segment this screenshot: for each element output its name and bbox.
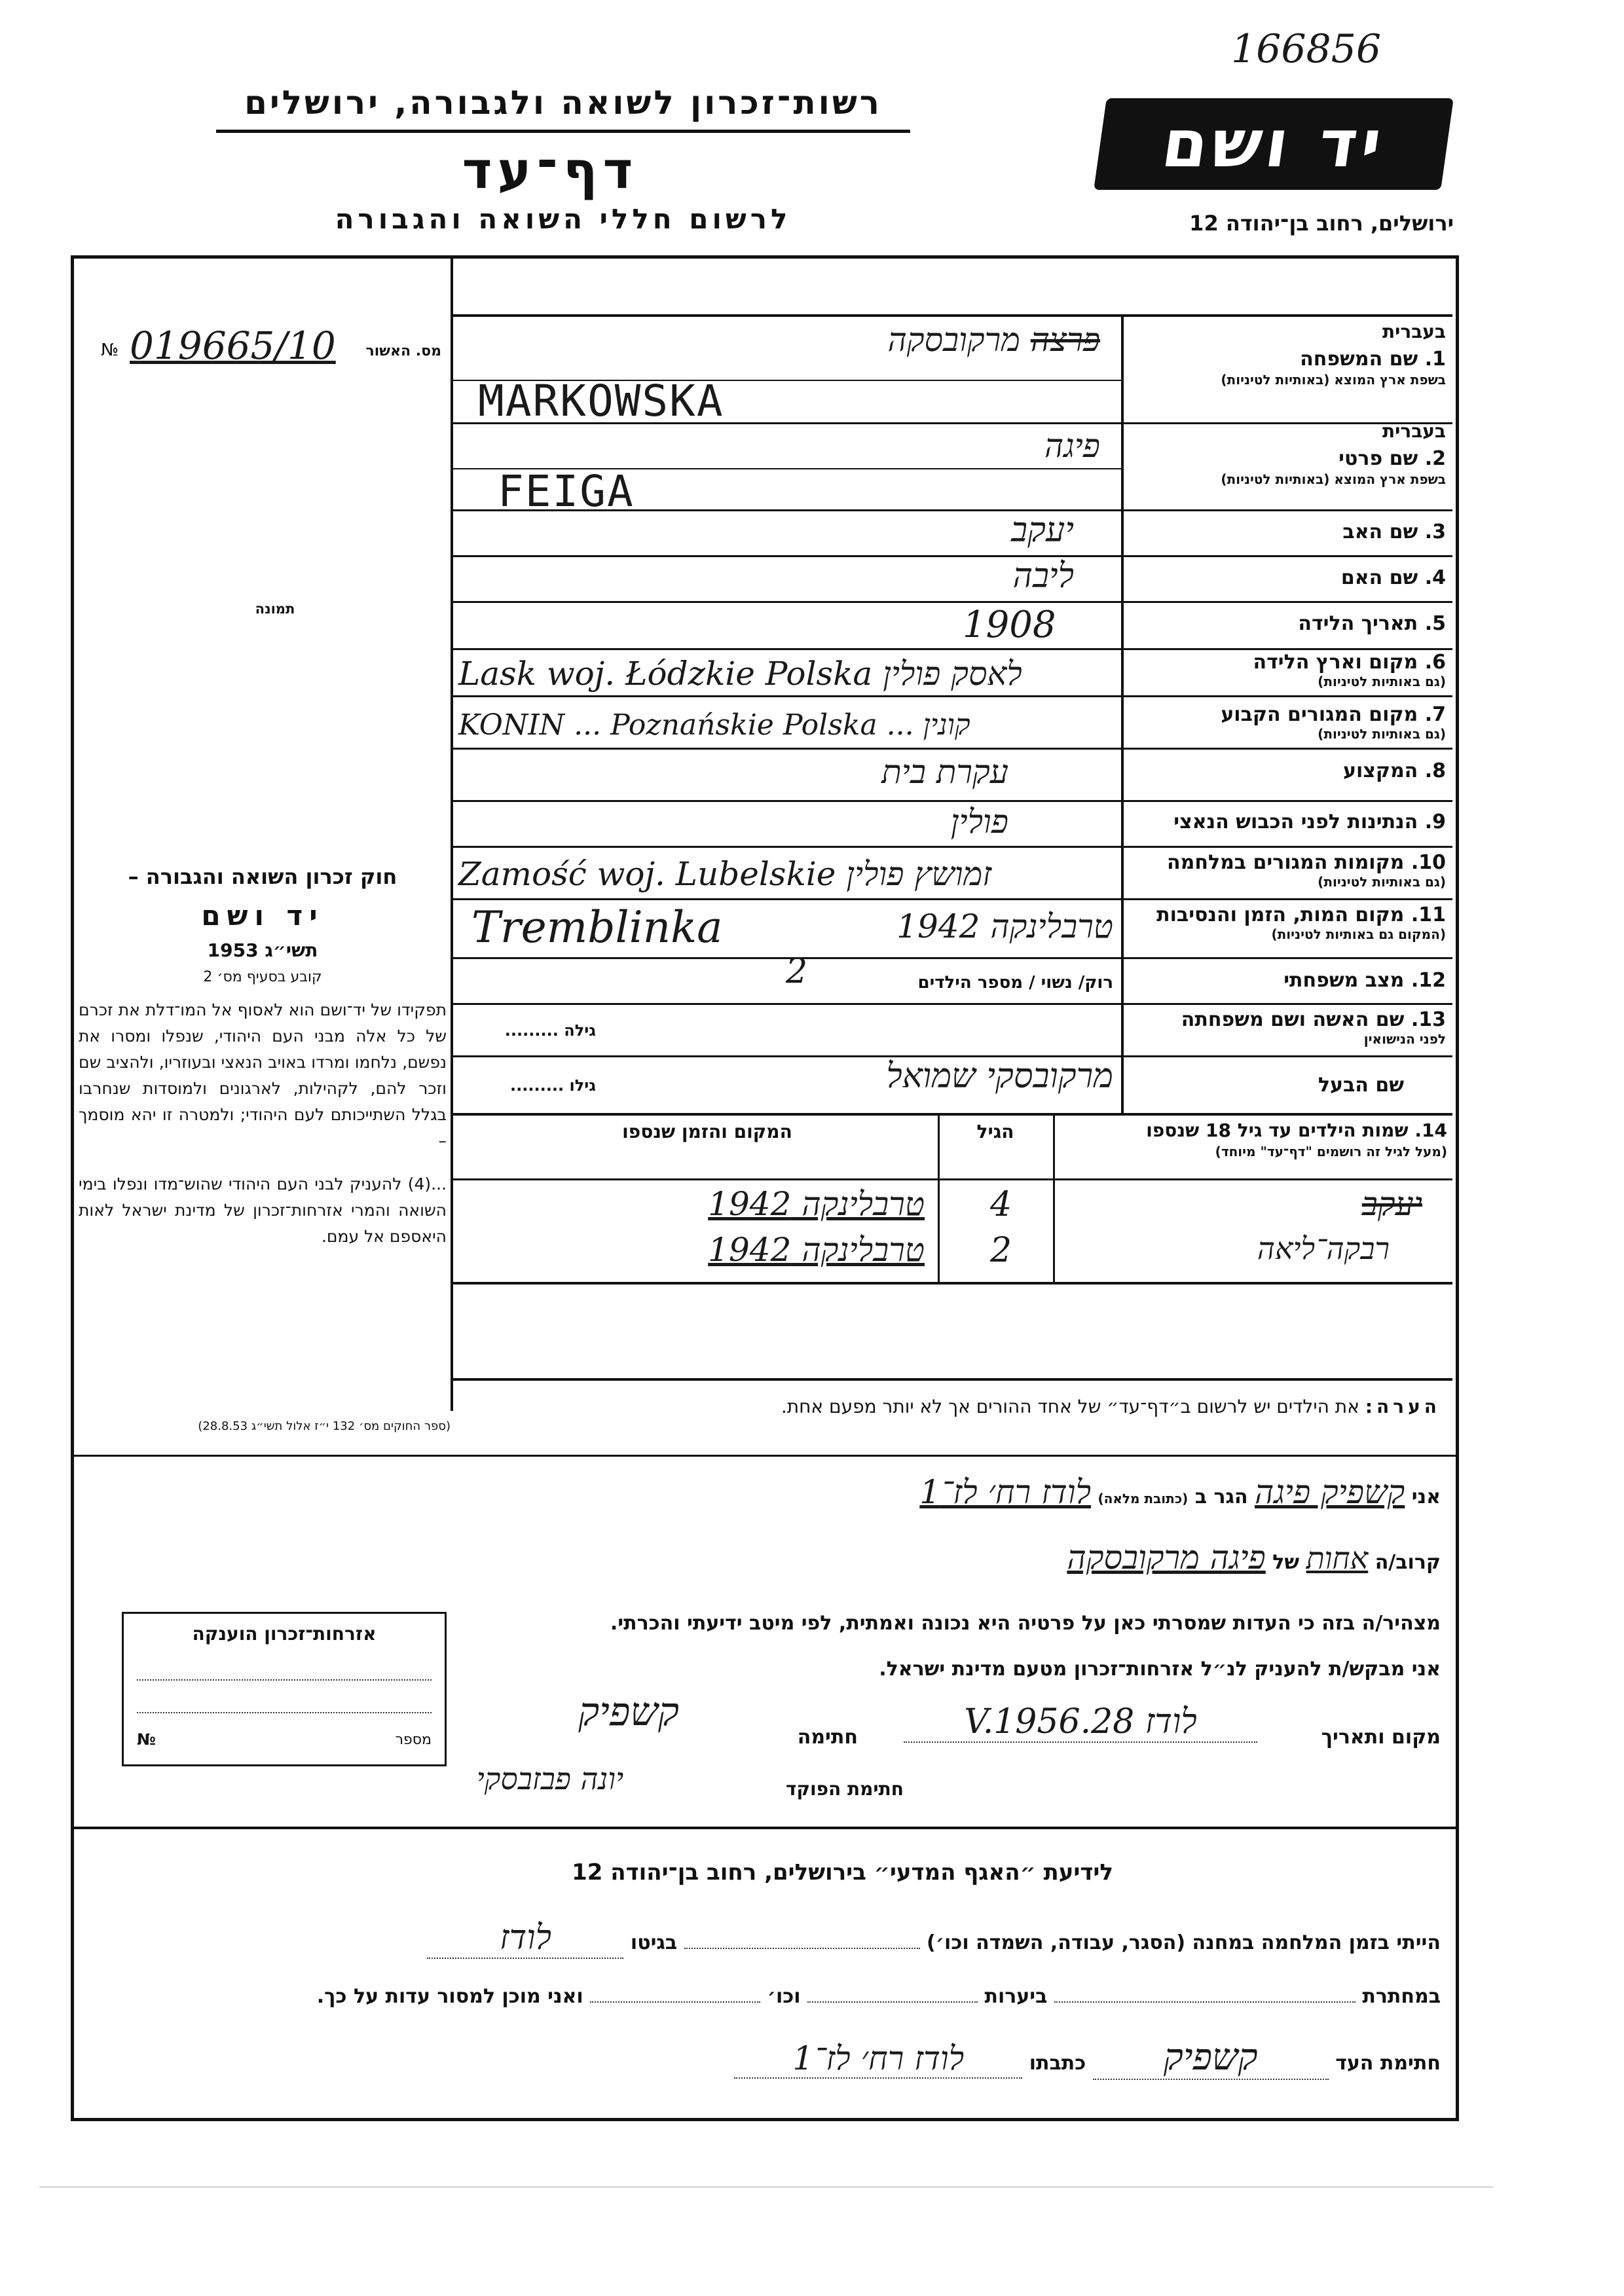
declarant-address: לודז רח׳ לז־1 bbox=[919, 1473, 1091, 1511]
info-title: לידיעת ״האגף המדעי״ בירושלים, רחוב בן־יהודה 12 bbox=[572, 1859, 1113, 1886]
field-1-value-latin: MARKOWSKA bbox=[478, 376, 724, 426]
field-11-value-he: טרבלינקה 1942 bbox=[896, 907, 1113, 945]
field-2-num: 2. bbox=[1424, 447, 1446, 470]
declarant-relative-of: פיגה מרקובסקה bbox=[1067, 1539, 1266, 1576]
field-6-label: 6. מקום וארץ הלידה (גם באותיות לטיניות) bbox=[1253, 651, 1446, 689]
approval-no-sign: № bbox=[101, 340, 119, 360]
field-2-value-latin: FEIGA bbox=[498, 466, 635, 517]
field-9-label: 9. הנתינות לפני הכבוש הנאצי bbox=[1173, 811, 1446, 833]
signature-label: חתימה bbox=[797, 1726, 858, 1749]
field-1-struck: פרצה bbox=[1030, 321, 1100, 359]
child-1-place: טרבלינקה 1942 bbox=[708, 1185, 925, 1223]
children-row-1 bbox=[453, 1185, 1452, 1231]
archive-number: 166856 bbox=[1231, 26, 1382, 72]
law-year: תשי״ג 1953 bbox=[207, 939, 318, 961]
declarant-name: קשפיק פיגה bbox=[1255, 1473, 1405, 1511]
law-title: חוק זכרון השואה והגבורה – bbox=[128, 864, 397, 889]
field-11-value-latin: Tremblinka bbox=[471, 902, 723, 953]
field-3-value: יעקב bbox=[1011, 511, 1074, 550]
form-subtitle: לרשום חללי השואה והגבורה bbox=[335, 203, 792, 235]
declaration-request: אני מבקש/ת להעניק לנ״ל אזרחות־זכרון מטעם מדינת ישראל. bbox=[879, 1658, 1441, 1681]
field-13-age-label: גילה ......... bbox=[504, 1021, 596, 1040]
field-7-value: קונין ... KONIN ... Poznańskie Polska bbox=[458, 708, 970, 742]
field-2-sub: בשפת ארץ המוצא (באותיות לטיניות) bbox=[1221, 471, 1446, 487]
header-rule bbox=[216, 130, 910, 133]
children-place-header: המקום והזמן שנספו bbox=[622, 1121, 792, 1142]
note bbox=[458, 1396, 1441, 1417]
law-paragraph-1: תפקידו של יד־ושם הוא לאסוף אל המו־דלת את זכרם של כל אלה מבני העם היהודי, שנפלו ומסרו את נפשם, נלחמו ומרדו באויב הנאצי ובעוזריו, ולהציב שם וזכר להם, לקהילות, לארגונים ולמוסדות שנחרבו בגלל השתייכותם לעם היהודי; ולמטרה זו יהא מוסמך – bbox=[79, 1000, 447, 1150]
inspector-signature: יונה פבזבסקי bbox=[476, 1761, 624, 1796]
child-2-place: טרבלינקה 1942 bbox=[708, 1231, 925, 1269]
field-4-value: ליבה bbox=[1012, 556, 1074, 596]
field-8-value: עקרת בית bbox=[881, 753, 1008, 791]
yad-vashem-logo bbox=[1094, 98, 1454, 190]
field-6-value: לאסק פולין Lask woj. Łódzkie Polska bbox=[458, 655, 1022, 693]
field-1-title: שם המשפחה bbox=[1300, 348, 1418, 371]
citizenship-title: אזרחות־זכרון הוענקה bbox=[192, 1623, 377, 1645]
field-12-value: 2 bbox=[786, 952, 808, 991]
info-ghetto-value: לודז bbox=[427, 1918, 623, 1959]
field-12-options: רוק/ נשוי / מספר הילדים bbox=[917, 973, 1113, 993]
children-header: 14. שמות הילדים עד גיל 18 שנספו (מעל לגיל זה רושמים "דף־עד" מיוחד) bbox=[1146, 1120, 1447, 1159]
photo-label: תמונה bbox=[255, 601, 295, 617]
declaration-line-1: אני קשפיק פיגה הגר ב (כתובת מלאה) לודז רח׳ לז־1 bbox=[919, 1473, 1441, 1511]
field-11-label: 11. מקום המות, הזמן והנסיבות (המקום גם באותיות לטיניות) bbox=[1156, 903, 1446, 942]
citizenship-box bbox=[122, 1612, 447, 1766]
field-1-num: 1. bbox=[1424, 348, 1446, 371]
witness-address: לודז רח׳ לז־1 bbox=[734, 2039, 1022, 2079]
child-2-age: 2 bbox=[990, 1231, 1012, 1270]
citizenship-number-label: מספר bbox=[395, 1732, 432, 1748]
field-4-label: 4. שם האם bbox=[1340, 566, 1446, 589]
law-paragraph-2: ...(4) להעניק לבני העם היהודי שהוש־מדו ונפלו בימי השואה והמרי אזרחות־זכרון של מדינת ישראל לאות היאספם אל עמם. bbox=[79, 1175, 447, 1246]
approval-number bbox=[79, 323, 445, 368]
field-1-label bbox=[1129, 321, 1446, 388]
info-line-3: חתימת העד קשפיק כתבתו לודז רח׳ לז־1 bbox=[458, 2036, 1441, 2080]
husband-age-label: גילו ......... bbox=[510, 1076, 596, 1095]
place-date-value: לודז 28.V.1956 bbox=[904, 1702, 1257, 1743]
witness-signature: קשפיק bbox=[1093, 2036, 1329, 2080]
field-1-value-he bbox=[655, 321, 1100, 359]
note-text: את הילדים יש לרשום ב״דף־עד״ של אחד ההורים אך לא יותר מפעם אחת. bbox=[781, 1396, 1359, 1417]
field-10-label: 10. מקומות המגורים במלחמה (גם באותיות לטיניות) bbox=[1167, 851, 1446, 890]
children-age-header: הגיל bbox=[976, 1121, 1014, 1142]
child-2-name: רבקה־ליאה bbox=[1257, 1231, 1390, 1266]
note-label: הערה: bbox=[1365, 1396, 1441, 1417]
declaration-line-2: קרוב/ה אחות של פיגה מרקובסקה bbox=[1067, 1539, 1441, 1576]
children-row-2 bbox=[453, 1231, 1452, 1277]
form-title: דף־עד bbox=[462, 141, 638, 200]
field-2-title: שם פרטי bbox=[1338, 447, 1418, 470]
declarant-relation: אחות bbox=[1306, 1540, 1369, 1576]
field-8-label: 8. המקצוע bbox=[1342, 759, 1446, 782]
field-2-label bbox=[1129, 420, 1446, 487]
header-address: ירושלים, רחוב בן־יהודה 12 bbox=[1189, 211, 1454, 236]
husband-label: שם הבעל bbox=[1318, 1074, 1404, 1097]
place-date-label: מקום ותאריך bbox=[1321, 1726, 1441, 1749]
authority-title: רשות־זכרון לשואה ולגבורה, ירושלים bbox=[244, 84, 882, 122]
law-box bbox=[79, 864, 447, 1250]
child-1-name: יעקב bbox=[1361, 1185, 1422, 1223]
child-1-age: 4 bbox=[990, 1185, 1012, 1224]
field-5-label: 5. תאריך הלידה bbox=[1298, 612, 1446, 635]
citizenship-no-sign: № bbox=[137, 1730, 156, 1749]
approval-value: 019665/10 bbox=[130, 323, 336, 368]
law-clause: קובע בסעיף מס׳ 2 bbox=[203, 969, 322, 985]
info-line-2: במחתרת ביערות וכו׳ ואני מוכן למסור עדות על כך. bbox=[316, 1985, 1441, 2008]
field-13-label: 13. שם האשה ושם משפחתה לפני הנישואין bbox=[1181, 1008, 1446, 1047]
field-12-label: 12. מצב משפחתי bbox=[1283, 969, 1446, 992]
field-9-value: פולין bbox=[950, 803, 1008, 841]
field-1-hebrew-tag: בעברית bbox=[1382, 321, 1446, 342]
field-10-value: זמושץ פולין Zamość woj. Lubelskie bbox=[458, 855, 992, 893]
logo-text: יד ושם bbox=[1157, 105, 1390, 182]
field-3-label: 3. שם האב bbox=[1342, 520, 1446, 543]
field-1-sub: בשפת ארץ המוצא (באותיות לטיניות) bbox=[1221, 372, 1446, 388]
field-2-value-he: פיגה bbox=[1044, 427, 1100, 465]
approval-label: מס. האשור bbox=[365, 343, 441, 359]
field-5-value: 1908 bbox=[963, 604, 1056, 646]
declaration-statement: מצהיר/ה בזה כי העדות שמסרתי כאן על פרטיה היא נכונה ואמתית, לפי מיטב ידיעתי והכרתי. bbox=[610, 1612, 1441, 1635]
field-2-hebrew-tag: בעברית bbox=[1382, 420, 1446, 442]
law-citation: (ספר החוקים מס׳ 132 י״ז אלול תשי״ג 28.8.53) bbox=[198, 1419, 451, 1433]
field-1-value-hebrew: מרקובסקה bbox=[887, 321, 1020, 359]
info-line-1: הייתי בזמן המלחמה במחנה (הסגר, עבודה, השמדה וכו׳) בגיטו לודז bbox=[85, 1918, 1441, 1959]
husband-value: מרקובסקי שמואל bbox=[886, 1057, 1113, 1096]
signature-value: קשפיק bbox=[578, 1689, 679, 1735]
law-name: יד ושם bbox=[201, 900, 324, 932]
field-7-label: 7. מקום המגורים הקבוע (גם באותיות לטיניות) bbox=[1221, 703, 1446, 742]
inspector-label: חתימת הפוקד bbox=[785, 1778, 904, 1800]
